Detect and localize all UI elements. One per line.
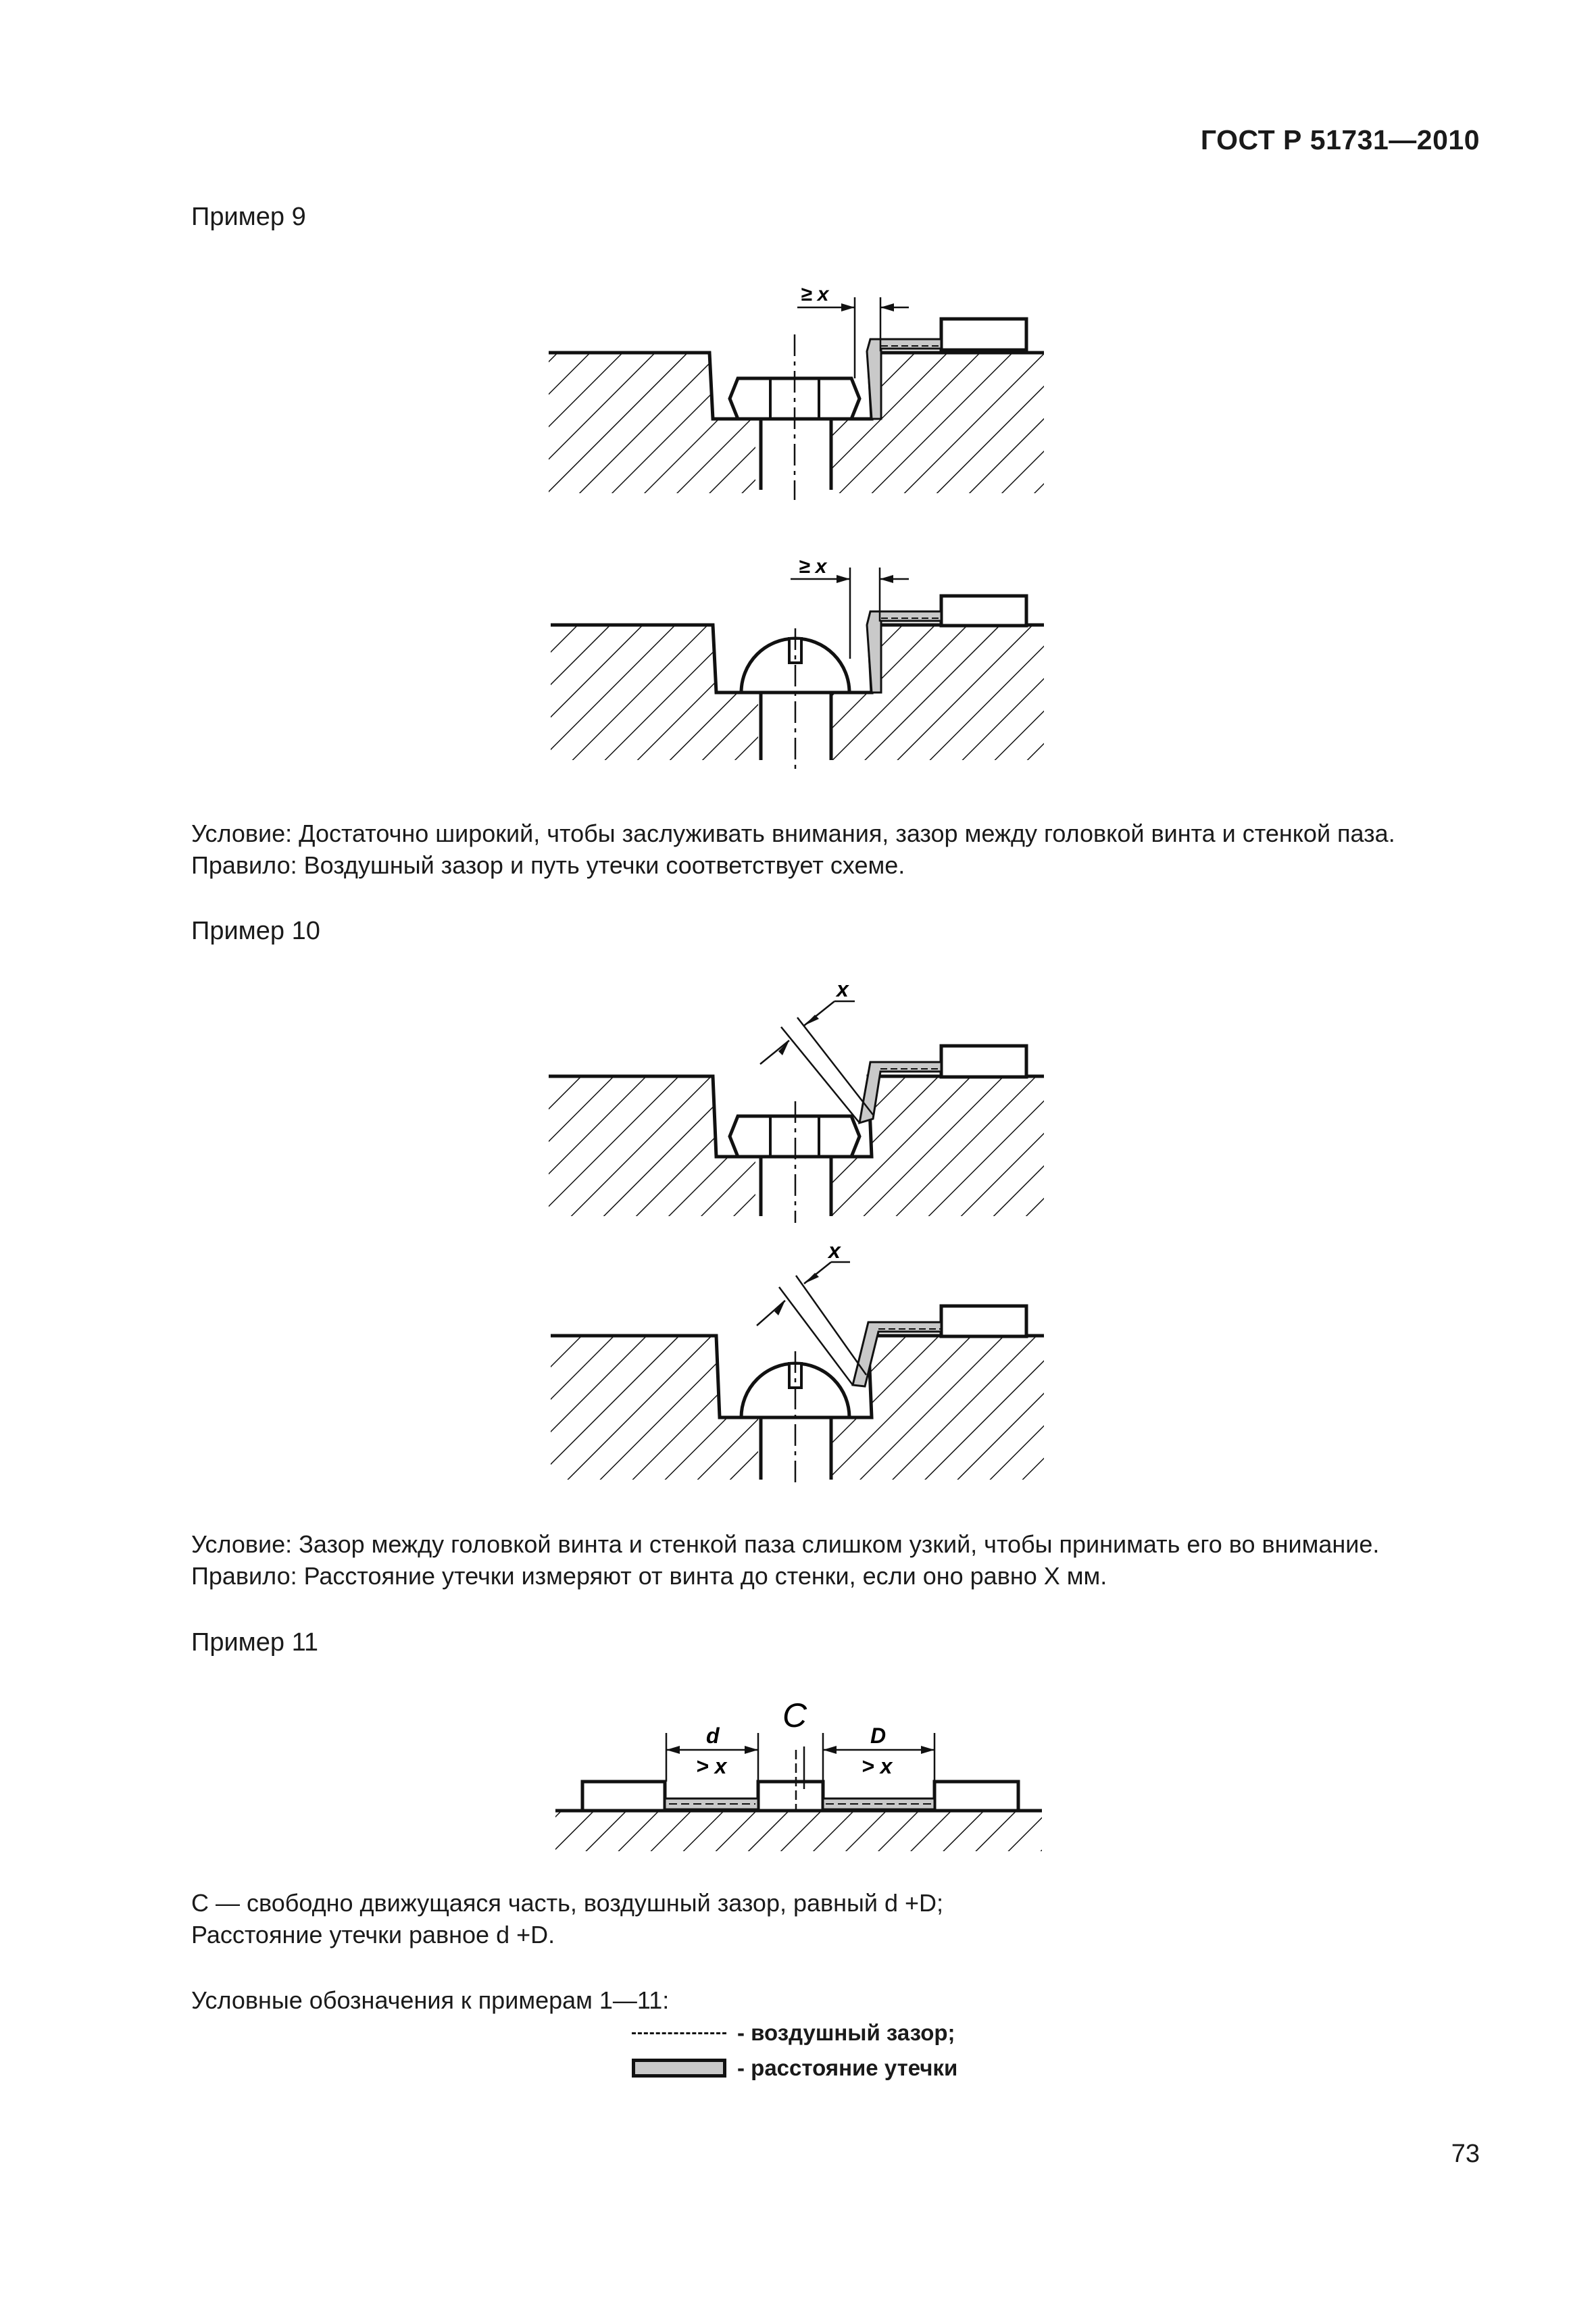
example-11-label-c: C [782, 1696, 807, 1734]
example-9-title: Пример 9 [191, 203, 306, 231]
legend-item-creepage [632, 2055, 957, 2081]
example-11-label-left-gt: > x [696, 1754, 727, 1778]
example-11-note-1: C — свободно движущаяся часть, воздушный зазор, равный d +D; [191, 1889, 944, 1917]
example-11-note-2: Расстояние утечки равное d +D. [191, 1921, 555, 1948]
legend-title: Условные обозначения к примерам 1—11: [191, 1986, 670, 2014]
example-9-figure-round [0, 554, 1596, 770]
dashed-line-icon [632, 2032, 726, 2034]
example-11-label-D: D [870, 1724, 887, 1748]
example-11-title: Пример 11 [191, 1628, 319, 1657]
creepage-box-icon [632, 2059, 726, 2078]
example-9-label-b: ≥ x [799, 555, 827, 578]
example-10-label-b: x [828, 1238, 841, 1263]
example-10-rule: Правило: Расстояние утечки измеряют от винта до стенки, если оно равно X мм. [191, 1562, 1107, 1590]
example-9-label-a: ≥ x [801, 283, 829, 305]
example-11-label-right-gt: > x [862, 1754, 893, 1778]
example-10-title: Пример 10 [191, 917, 320, 945]
example-9-rule: Правило: Воздушный зазор и путь утечки соответствует схеме. [191, 851, 905, 879]
example-9-figure-hex [0, 270, 1596, 500]
legend-item-creepage-label: - расстояние утечки [737, 2055, 958, 2080]
example-10-figure-hex [0, 980, 1596, 1223]
example-10-figure-round [0, 1236, 1596, 1486]
standard-header: ГОСТ Р 51731—2010 [1200, 124, 1480, 155]
example-11-label-d: d [706, 1724, 720, 1748]
example-11-figure [0, 1682, 1596, 1858]
example-9-condition: Условие: Достаточно широкий, чтобы заслуживать внимания, зазор между головкой винта и стенкой паза. [191, 820, 1395, 847]
legend-item-air-gap [632, 2020, 955, 2046]
example-10-label-a: x [837, 980, 849, 1001]
example-10-condition: Условие: Зазор между головкой винта и стенкой паза слишком узкий, чтобы принимать его во внимание. [191, 1530, 1380, 1558]
page-number: 73 [1451, 2140, 1480, 2168]
legend-item-air-gap-label: - воздушный зазор; [737, 2020, 955, 2045]
